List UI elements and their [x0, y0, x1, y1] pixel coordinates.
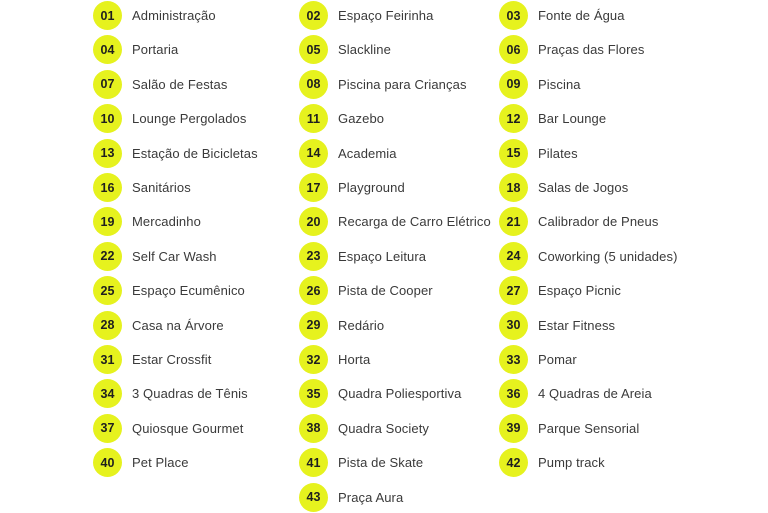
- legend-item: [299, 483, 403, 512]
- legend-item: [299, 70, 467, 99]
- legend-label: Pet Place: [132, 455, 189, 471]
- legend-label: Bar Lounge: [538, 111, 607, 127]
- legend-number-badge: 33: [499, 345, 528, 374]
- legend-number-badge: 11: [299, 104, 328, 133]
- legend-number-badge: 39: [499, 414, 528, 443]
- legend-item: [93, 414, 243, 443]
- legend-label: Gazebo: [338, 111, 385, 127]
- legend-number-badge: 43: [299, 483, 328, 512]
- legend-label: Horta: [338, 352, 371, 367]
- legend-number-badge: 09: [499, 70, 528, 99]
- legend-number-badge: 25: [93, 276, 122, 305]
- legend-label: Espaço Leitura: [338, 248, 427, 264]
- legend-label: Espaço Ecumênico: [132, 283, 245, 299]
- legend-label: Quadra Society: [338, 420, 430, 436]
- legend-item: [499, 70, 581, 99]
- legend-label: Quadra Poliesportiva: [338, 386, 462, 402]
- legend-item: [499, 448, 605, 477]
- legend-item: [93, 276, 245, 305]
- legend-number-badge: 41: [299, 448, 328, 477]
- legend-number-badge: 02: [299, 1, 328, 30]
- legend-item: [499, 414, 639, 443]
- legend-item: [299, 139, 397, 168]
- legend-label: Salão de Festas: [132, 76, 228, 92]
- legend-number-badge: 13: [93, 139, 122, 168]
- legend-number-badge: 14: [299, 139, 328, 168]
- legend-label: Estar Fitness: [538, 317, 616, 333]
- legend-number-badge: 16: [93, 173, 122, 202]
- legend-item: [499, 345, 577, 374]
- legend-number-badge: 31: [93, 345, 122, 374]
- legend-item: [93, 35, 178, 64]
- legend-label: 3 Quadras de Tênis: [132, 386, 248, 402]
- legend-item: [299, 379, 461, 408]
- legend-item: [499, 379, 652, 408]
- legend-item: [299, 414, 429, 443]
- legend-label: Praça Aura: [338, 489, 404, 505]
- legend-number-badge: 28: [93, 311, 122, 340]
- legend-item: [93, 448, 189, 477]
- legend-label: Parque Sensorial: [538, 420, 640, 436]
- legend-number-badge: 06: [499, 35, 528, 64]
- legend-item: [299, 173, 405, 202]
- legend-number-badge: 40: [93, 448, 122, 477]
- legend-item: [499, 1, 625, 30]
- legend-item: [499, 173, 628, 202]
- legend-number-badge: 17: [299, 173, 328, 202]
- legend-item: [499, 139, 578, 168]
- legend-item: [93, 379, 248, 408]
- legend-number-badge: 35: [299, 379, 328, 408]
- legend-item: [299, 1, 433, 30]
- legend-label: Pomar: [538, 352, 577, 367]
- legend-number-badge: 23: [299, 242, 328, 271]
- legend-number-badge: 32: [299, 345, 328, 374]
- legend-number-badge: 07: [93, 70, 122, 99]
- legend-item: [93, 173, 191, 202]
- legend-label: Estação de Bicicletas: [132, 145, 258, 161]
- legend-item: [93, 242, 217, 271]
- legend-label: Quiosque Gourmet: [132, 420, 244, 436]
- legend-label: Recarga de Carro Elétrico: [338, 214, 491, 230]
- legend-label: Calibrador de Pneus: [538, 214, 659, 230]
- legend-item: [299, 311, 384, 340]
- legend-number-badge: 27: [499, 276, 528, 305]
- legend-label: Pista de Cooper: [338, 283, 433, 299]
- legend-item: [299, 276, 433, 305]
- legend-item: [299, 242, 426, 271]
- legend-item: [499, 276, 621, 305]
- legend-number-badge: 22: [93, 242, 122, 271]
- legend-label: Slackline: [338, 42, 391, 58]
- legend-label: Administração: [132, 8, 216, 23]
- legend-label: 4 Quadras de Areia: [538, 386, 652, 402]
- legend-label: Lounge Pergolados: [132, 111, 247, 127]
- legend-label: Praças das Flores: [538, 42, 645, 58]
- legend-label: Piscina para Crianças: [338, 76, 467, 92]
- legend-number-badge: 12: [499, 104, 528, 133]
- legend-label: Espaço Feirinha: [338, 8, 434, 23]
- legend-number-badge: 01: [93, 1, 122, 30]
- legend-number-badge: 36: [499, 379, 528, 408]
- legend-item: [499, 104, 606, 133]
- legend-number-badge: 24: [499, 242, 528, 271]
- legend-item: [299, 104, 384, 133]
- legend-number-badge: 08: [299, 70, 328, 99]
- legend-number-badge: 38: [299, 414, 328, 443]
- legend-item: [93, 104, 246, 133]
- legend-item: [499, 207, 658, 236]
- legend-item: [499, 35, 644, 64]
- legend-number-badge: 19: [93, 207, 122, 236]
- legend-item: [93, 207, 201, 236]
- legend-item: [299, 207, 491, 236]
- legend-number-badge: 04: [93, 35, 122, 64]
- legend-label: Playground: [338, 180, 405, 195]
- legend-label: Mercadinho: [132, 214, 201, 230]
- legend-label: Pista de Skate: [338, 455, 424, 471]
- legend-label: Academia: [338, 145, 397, 161]
- legend-number-badge: 30: [499, 311, 528, 340]
- legend-number-badge: 15: [499, 139, 528, 168]
- legend-label: Redário: [338, 317, 385, 333]
- legend-number-badge: 37: [93, 414, 122, 443]
- legend-label: Portaria: [132, 42, 179, 58]
- legend-item: [299, 448, 423, 477]
- legend-number-badge: 10: [93, 104, 122, 133]
- legend-label: Espaço Picnic: [538, 283, 621, 299]
- legend-item: [93, 345, 211, 374]
- legend-label: Casa na Árvore: [132, 317, 224, 333]
- legend-number-badge: 26: [299, 276, 328, 305]
- legend-number-badge: 21: [499, 207, 528, 236]
- legend-label: Estar Crossfit: [132, 352, 212, 367]
- legend-item: [499, 242, 678, 271]
- legend-item: [93, 1, 216, 30]
- legend-number-badge: 29: [299, 311, 328, 340]
- legend-number-badge: 20: [299, 207, 328, 236]
- legend-label: Sanitários: [132, 180, 191, 195]
- legend-label: Pump track: [538, 455, 605, 471]
- legend-item: [93, 70, 227, 99]
- legend-label: Coworking (5 unidades): [538, 248, 678, 264]
- legend-item: [299, 35, 391, 64]
- legend-label: Salas de Jogos: [538, 180, 629, 195]
- legend-item: [499, 311, 615, 340]
- legend-item: [93, 139, 258, 168]
- legend-label: Pilates: [538, 145, 578, 161]
- legend-label: Self Car Wash: [132, 248, 217, 264]
- legend-label: Fonte de Água: [538, 8, 625, 23]
- legend-number-badge: 03: [499, 1, 528, 30]
- legend-item: [299, 345, 370, 374]
- legend-label: Piscina: [538, 76, 581, 92]
- legend-number-badge: 18: [499, 173, 528, 202]
- legend-number-badge: 05: [299, 35, 328, 64]
- legend-number-badge: 42: [499, 448, 528, 477]
- legend-number-badge: 34: [93, 379, 122, 408]
- legend-item: [93, 311, 224, 340]
